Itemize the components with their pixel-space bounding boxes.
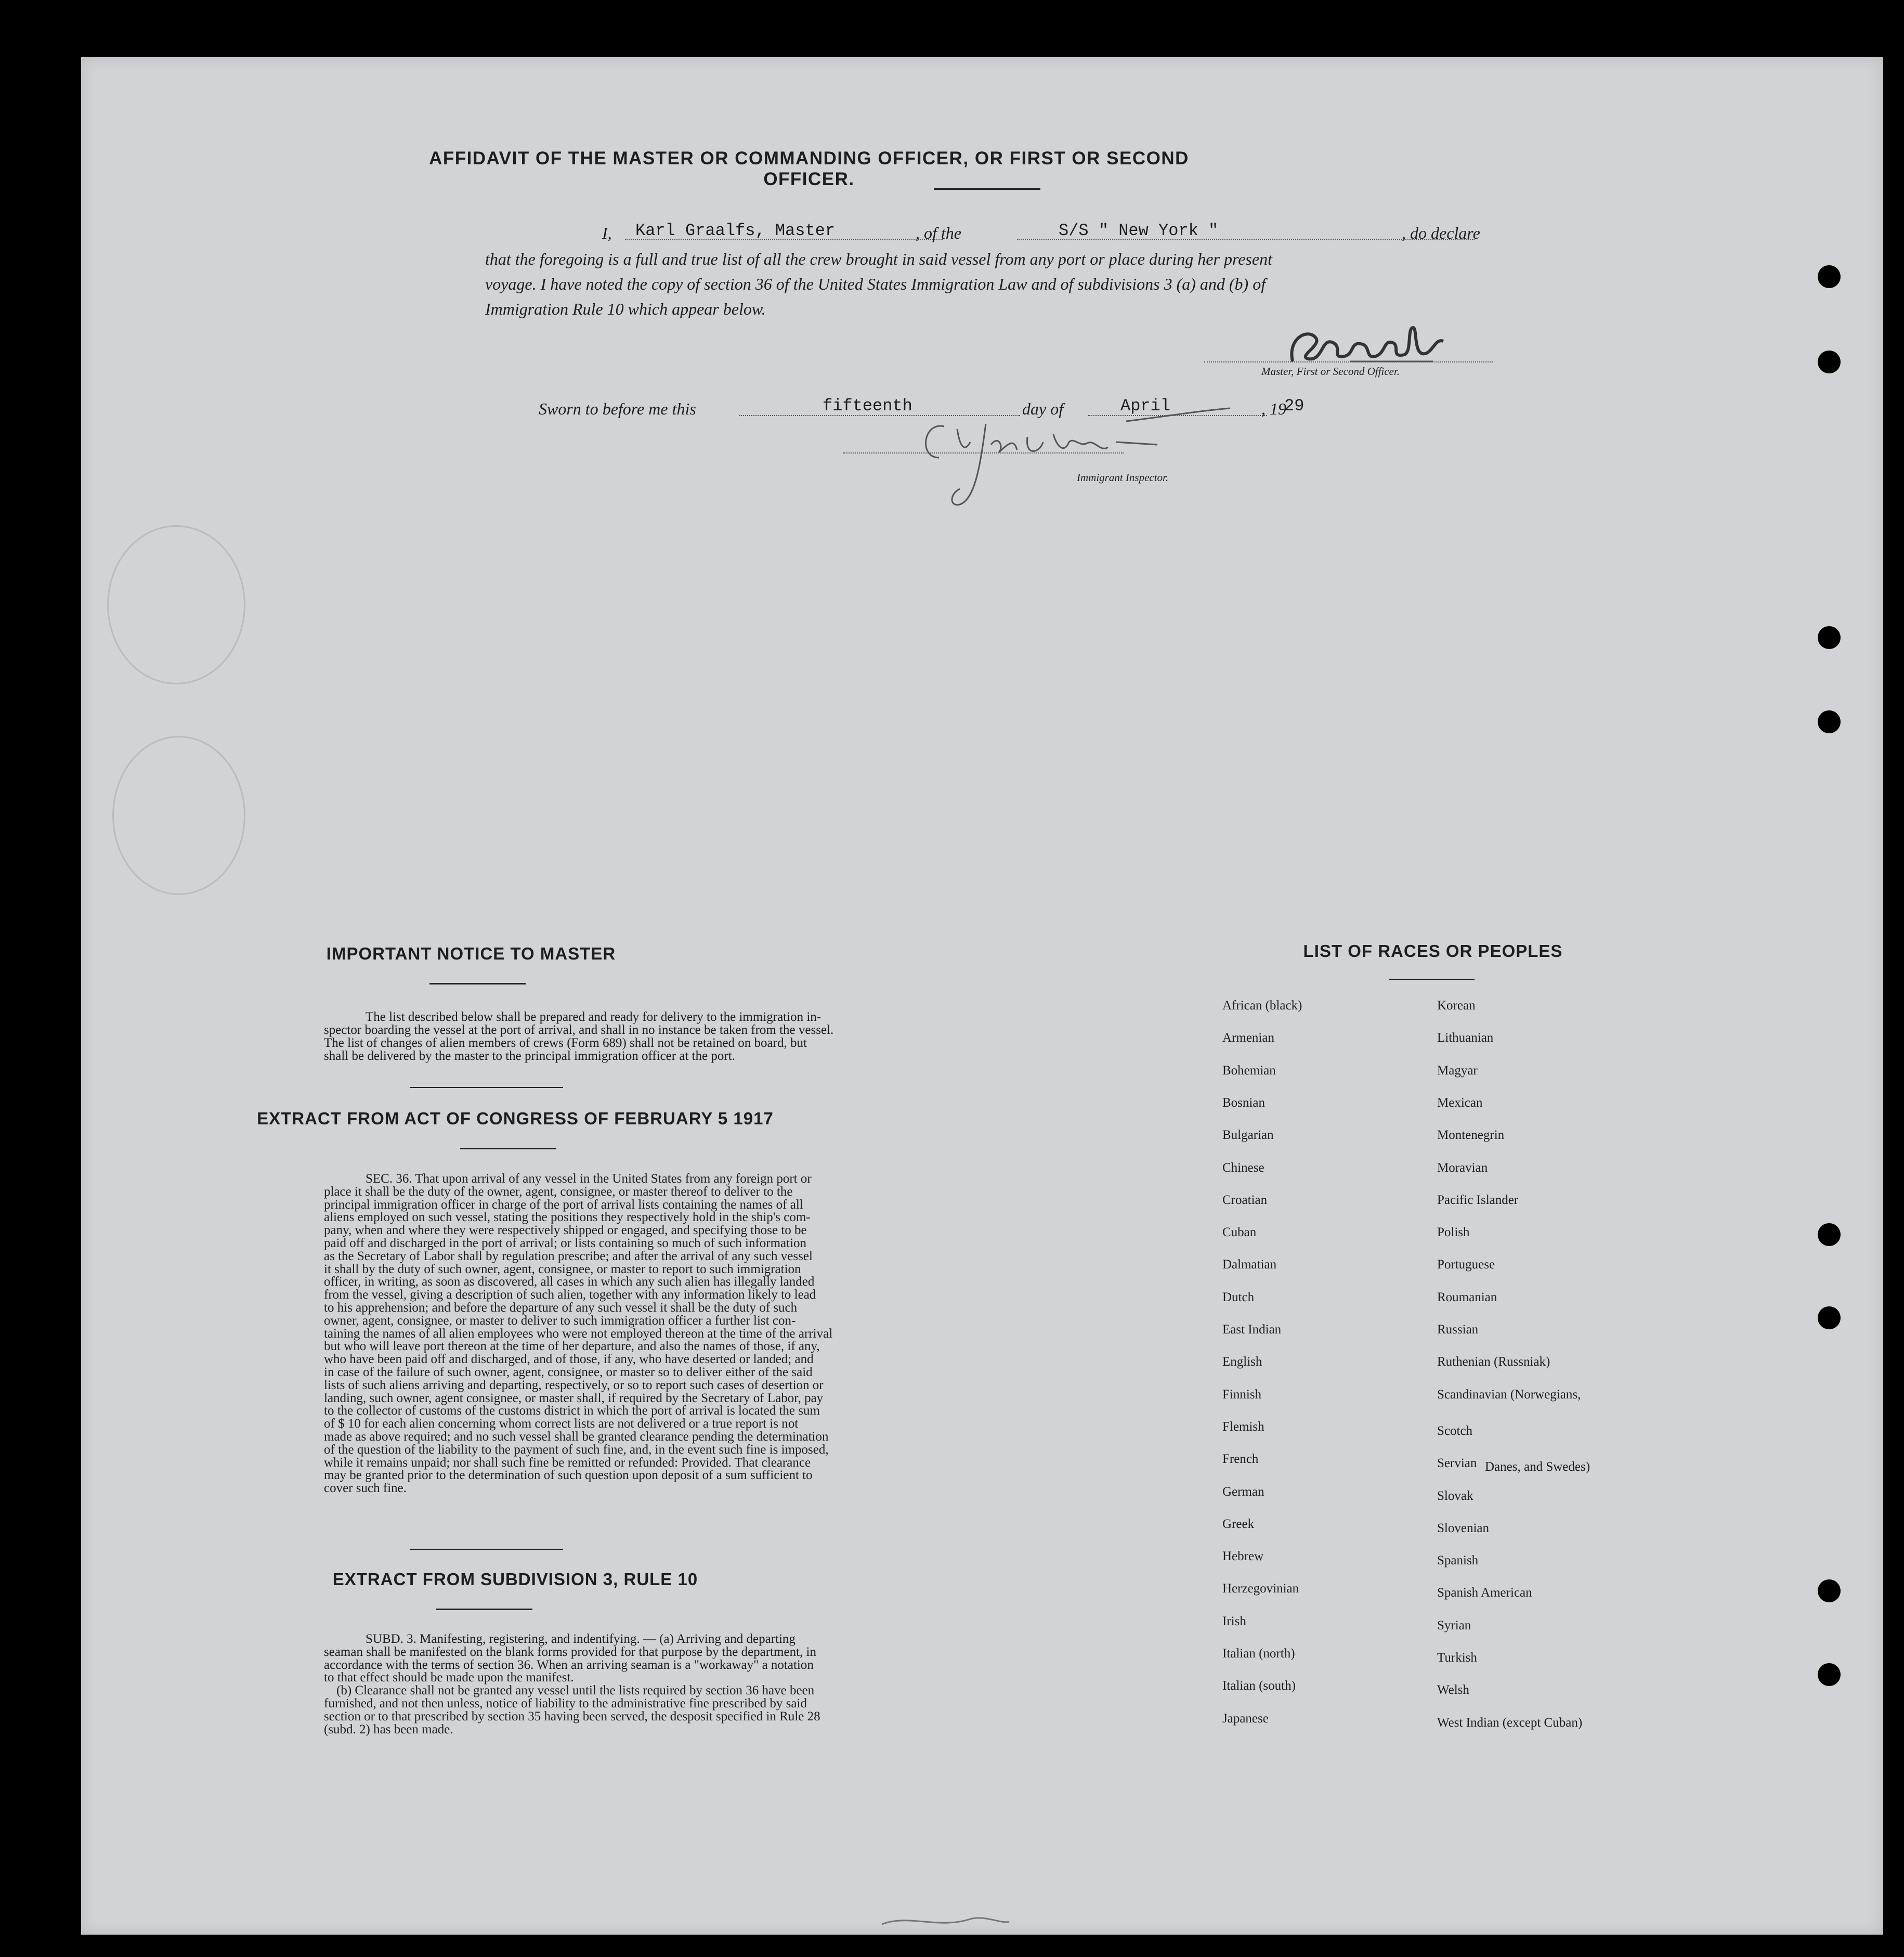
notice-bottom-rule	[410, 1087, 563, 1088]
rule-line: seaman shall be manifested on the blank forms provided for that purpose by the department, in	[324, 1644, 816, 1659]
act-line: as the Secretary of Labor shall by regulation prescribe; and after the arrival of any such vessel	[324, 1249, 813, 1263]
race-item: Lithuanian	[1437, 1031, 1494, 1045]
act-line: from the vessel, giving a description of such alien, together with any information likely to lead	[324, 1288, 816, 1302]
race-item: Turkish	[1437, 1651, 1477, 1665]
act-line: in case of the failure of such owner, agent, consignee, or master so to deliver either of the said	[324, 1365, 813, 1379]
race-item: Welsh	[1437, 1683, 1469, 1697]
extract-act-bottom-rule	[410, 1549, 563, 1550]
act-line: taining the names of all alien employees who were not employed thereon at the time of the arrival	[324, 1326, 833, 1341]
act-line: aliens employed on such vessel, stating the positions they respectively hold in the ship's com-	[324, 1210, 811, 1225]
act-line: SEC. 36. That upon arrival of any vessel in the United States from any foreign port or	[366, 1172, 812, 1186]
sworn-label: Sworn to before me this	[539, 399, 696, 418]
act-line: cover such fine.	[324, 1481, 407, 1496]
rule-line: furnished, and not then unless, notice of liability to the administrative fine prescribed by said	[324, 1696, 807, 1710]
race-item: Herzegovinian	[1222, 1582, 1299, 1596]
race-item: Montenegrin	[1437, 1128, 1505, 1143]
race-item: Slovenian	[1437, 1521, 1489, 1535]
extract-rule-title: EXTRACT FROM SUBDIVISION 3, RULE 10	[332, 1570, 698, 1589]
extract-act-title: EXTRACT FROM ACT OF CONGRESS OF FEBRUARY 5 1917	[257, 1109, 774, 1128]
race-item: Roumanian	[1437, 1290, 1497, 1304]
master-signature-line	[1204, 361, 1493, 362]
race-item: Italian (north)	[1222, 1647, 1295, 1661]
punch-hole	[1818, 351, 1841, 373]
act-line: to the collector of customs of the customs district in which the port of arrival is located the sum	[324, 1404, 820, 1418]
punch-hole	[1818, 710, 1841, 733]
extract-rule-divider	[436, 1609, 532, 1610]
punch-hole	[1818, 1306, 1841, 1329]
affidavit-text-line-1: that the foregoing is a full and true list of all the crew brought in said vessel from any port or place during her present	[485, 250, 1272, 268]
race-item: Dutch	[1222, 1290, 1255, 1304]
rule-line: to that effect should be made upon the manifest.	[324, 1670, 574, 1685]
act-line: it shall by the duty of such owner, agent, consignee, or master to report to such immigration	[324, 1262, 801, 1276]
punch-hole	[1818, 1663, 1841, 1686]
act-line: but who will leave port thereon at the time of her departure, and also the names of those, if any,	[324, 1339, 820, 1354]
of-the-label: , of the	[916, 224, 961, 242]
race-item: Greek	[1222, 1517, 1255, 1531]
year-suffix: 29	[1284, 396, 1305, 416]
race-item: Japanese	[1222, 1711, 1269, 1726]
race-item: Korean	[1437, 999, 1476, 1013]
year-prefix: , 19	[1261, 399, 1286, 418]
race-item: German	[1222, 1484, 1264, 1499]
punch-hole	[1818, 265, 1841, 288]
punch-hole	[1818, 626, 1841, 649]
race-item: Italian (south)	[1222, 1679, 1296, 1693]
race-item: Bosnian	[1222, 1095, 1265, 1110]
race-item: Flemish	[1222, 1419, 1264, 1434]
race-item: Russian	[1437, 1323, 1479, 1337]
act-line: principal immigration officer in charge of the port of arrival lists containing the names of all	[324, 1197, 803, 1212]
race-item: West Indian (except Cuban)	[1437, 1715, 1583, 1730]
do-declare-label: , do declare	[1402, 224, 1480, 242]
act-line: of $ 10 for each alien concerning whom correct lists are not delivered or a true report is not	[324, 1417, 799, 1431]
race-item: French	[1222, 1452, 1259, 1467]
notice-line: spector boarding the vessel at the port of arrival, and shall in no instance be taken from the vessel.	[324, 1023, 834, 1037]
race-item: Mexican	[1437, 1095, 1483, 1110]
race-item: Scandinavian (Norwegians,	[1437, 1387, 1581, 1402]
race-item: Hebrew	[1222, 1549, 1264, 1564]
inspector-signature	[908, 395, 1303, 520]
notice-line: shall be delivered by the master to the principal immigration officer at the port.	[324, 1049, 735, 1063]
race-item: Finnish	[1222, 1387, 1262, 1402]
inspector-line	[843, 452, 1124, 453]
race-item: Servian	[1437, 1456, 1477, 1471]
act-line: officer, in writing, as soon as discovered, all cases in which any such alien has illegally landed	[324, 1275, 815, 1289]
title-divider	[934, 188, 1040, 190]
act-line: may be granted prior to the determination of such question upon deposit of a sum sufficient to	[324, 1468, 813, 1483]
race-item-continuation: Danes, and Swedes)	[1485, 1460, 1590, 1474]
affidavit-text-line-2: voyage. I have noted the copy of section 36 of the United States Immigration Law and of subdivisions 3 (a) and (b) of	[485, 275, 1266, 293]
affidavit-title: AFFIDAVIT OF THE MASTER OR COMMANDING OFFICER, OR FIRST OR SECOND OFFICER.	[429, 148, 1189, 189]
race-item: African (black)	[1222, 999, 1302, 1013]
vessel-name: S/S " New York "	[1059, 221, 1219, 240]
notice-line: The list described below shall be prepared and ready for delivery to the immigration in-	[366, 1010, 821, 1024]
race-item: Armenian	[1222, 1031, 1274, 1045]
race-item: Scotch	[1437, 1423, 1473, 1438]
day-of-label: day of	[1022, 399, 1064, 418]
document-page	[81, 57, 1883, 1935]
race-item: Polish	[1437, 1225, 1470, 1240]
extract-act-divider	[460, 1148, 556, 1149]
act-line: made as above required; and no such vessel shall be granted clearance pending the determination	[324, 1429, 829, 1444]
sworn-month: April	[1120, 396, 1171, 416]
embossed-seal-top	[107, 525, 245, 684]
race-item: Bulgarian	[1222, 1128, 1274, 1143]
notice-text	[324, 1010, 953, 1062]
act-line: who have been paid off and discharged, and of those, if any, who have deserted or landed; and	[324, 1352, 814, 1367]
inspector-caption: Immigrant Inspector.	[1077, 471, 1169, 484]
race-item: Bohemian	[1222, 1063, 1276, 1078]
race-item: Spanish	[1437, 1553, 1479, 1568]
punch-hole	[1818, 1579, 1841, 1602]
act-line: lists of such aliens arriving and departing, respectively, or so to report such cases of desertion or	[324, 1378, 824, 1392]
act-line: of the question of the liability to the payment of such fine, and, in the event such fine is imposed,	[324, 1442, 829, 1457]
master-caption: Master, First or Second Officer.	[1261, 365, 1400, 378]
race-item: Portuguese	[1437, 1258, 1495, 1272]
race-item: Irish	[1222, 1614, 1246, 1628]
affidavit-text-line-3: Immigration Rule 10 which appear below.	[485, 300, 766, 318]
rule-line: accordance with the terms of section 36. When an arriving seaman is a "workaway" a notation	[324, 1657, 814, 1672]
act-line: place it shall be the duty of the owner, agent, consignee, or master thereof to deliver to the	[324, 1184, 793, 1199]
rule-line: SUBD. 3. Manifesting, registering, and indentifying. — (a) Arriving and departing	[366, 1632, 795, 1646]
extract-rule-text	[324, 1633, 953, 1736]
master-signature	[1277, 307, 1475, 374]
act-line: while it remains unpaid; nor shall such fine be remitted or refunded: Provided. That clearance	[324, 1455, 811, 1470]
race-item: Slovak	[1437, 1488, 1473, 1503]
act-line: owner, agent, consignee, or master to deliver to such immigration officer a further list con-	[324, 1313, 796, 1328]
act-line: landing, such owner, agent consignee, or master shall, if required by the Secretary of Labor, pay	[324, 1391, 824, 1405]
edge-tear-mark	[877, 1909, 1012, 1935]
races-title: LIST OF RACES OR PEOPLES	[1303, 941, 1563, 961]
act-line: paid off and discharged in the port of arrival; or lists containing so much of such information	[324, 1236, 807, 1250]
race-item: Dalmatian	[1222, 1258, 1277, 1272]
act-line: pany, when and where they were respectively shipped or engaged, and specifying those to be	[324, 1223, 807, 1238]
act-line: to his apprehension; and before the departure of any such vessel it shall be the duty of such	[324, 1300, 798, 1315]
race-item: Cuban	[1222, 1225, 1257, 1240]
rule-line: (subd. 2) has been made.	[324, 1722, 453, 1736]
i-label: I,	[602, 224, 612, 242]
extract-act-text	[324, 1173, 953, 1495]
punch-hole	[1818, 1223, 1841, 1246]
race-item: Chinese	[1222, 1160, 1264, 1175]
race-item: Moravian	[1437, 1160, 1488, 1175]
races-divider	[1389, 979, 1475, 980]
sworn-day: fifteenth	[823, 396, 912, 416]
race-item: Magyar	[1437, 1063, 1478, 1078]
race-item: East Indian	[1222, 1323, 1282, 1337]
race-item: Croatian	[1222, 1193, 1268, 1207]
embossed-seal-bottom	[112, 736, 245, 895]
race-item: Pacific Islander	[1437, 1193, 1519, 1207]
race-item: Spanish American	[1437, 1586, 1532, 1600]
race-item: Ruthenian (Russniak)	[1437, 1355, 1550, 1369]
notice-title: IMPORTANT NOTICE TO MASTER	[326, 944, 616, 963]
race-item: English	[1222, 1355, 1262, 1369]
race-item: Syrian	[1437, 1618, 1471, 1632]
rule-line: section or to that prescribed by section 35 having been served, the desposit specified in Rule 28	[324, 1709, 820, 1723]
rule-line: (b) Clearance shall not be granted any vessel until the lists required by section 36 have been	[336, 1683, 815, 1698]
notice-line: The list of changes of alien members of crews (Form 689) shall not be retained on board, but	[324, 1036, 807, 1050]
notice-divider	[429, 983, 526, 984]
master-name: Karl Graalfs, Master	[635, 221, 836, 240]
